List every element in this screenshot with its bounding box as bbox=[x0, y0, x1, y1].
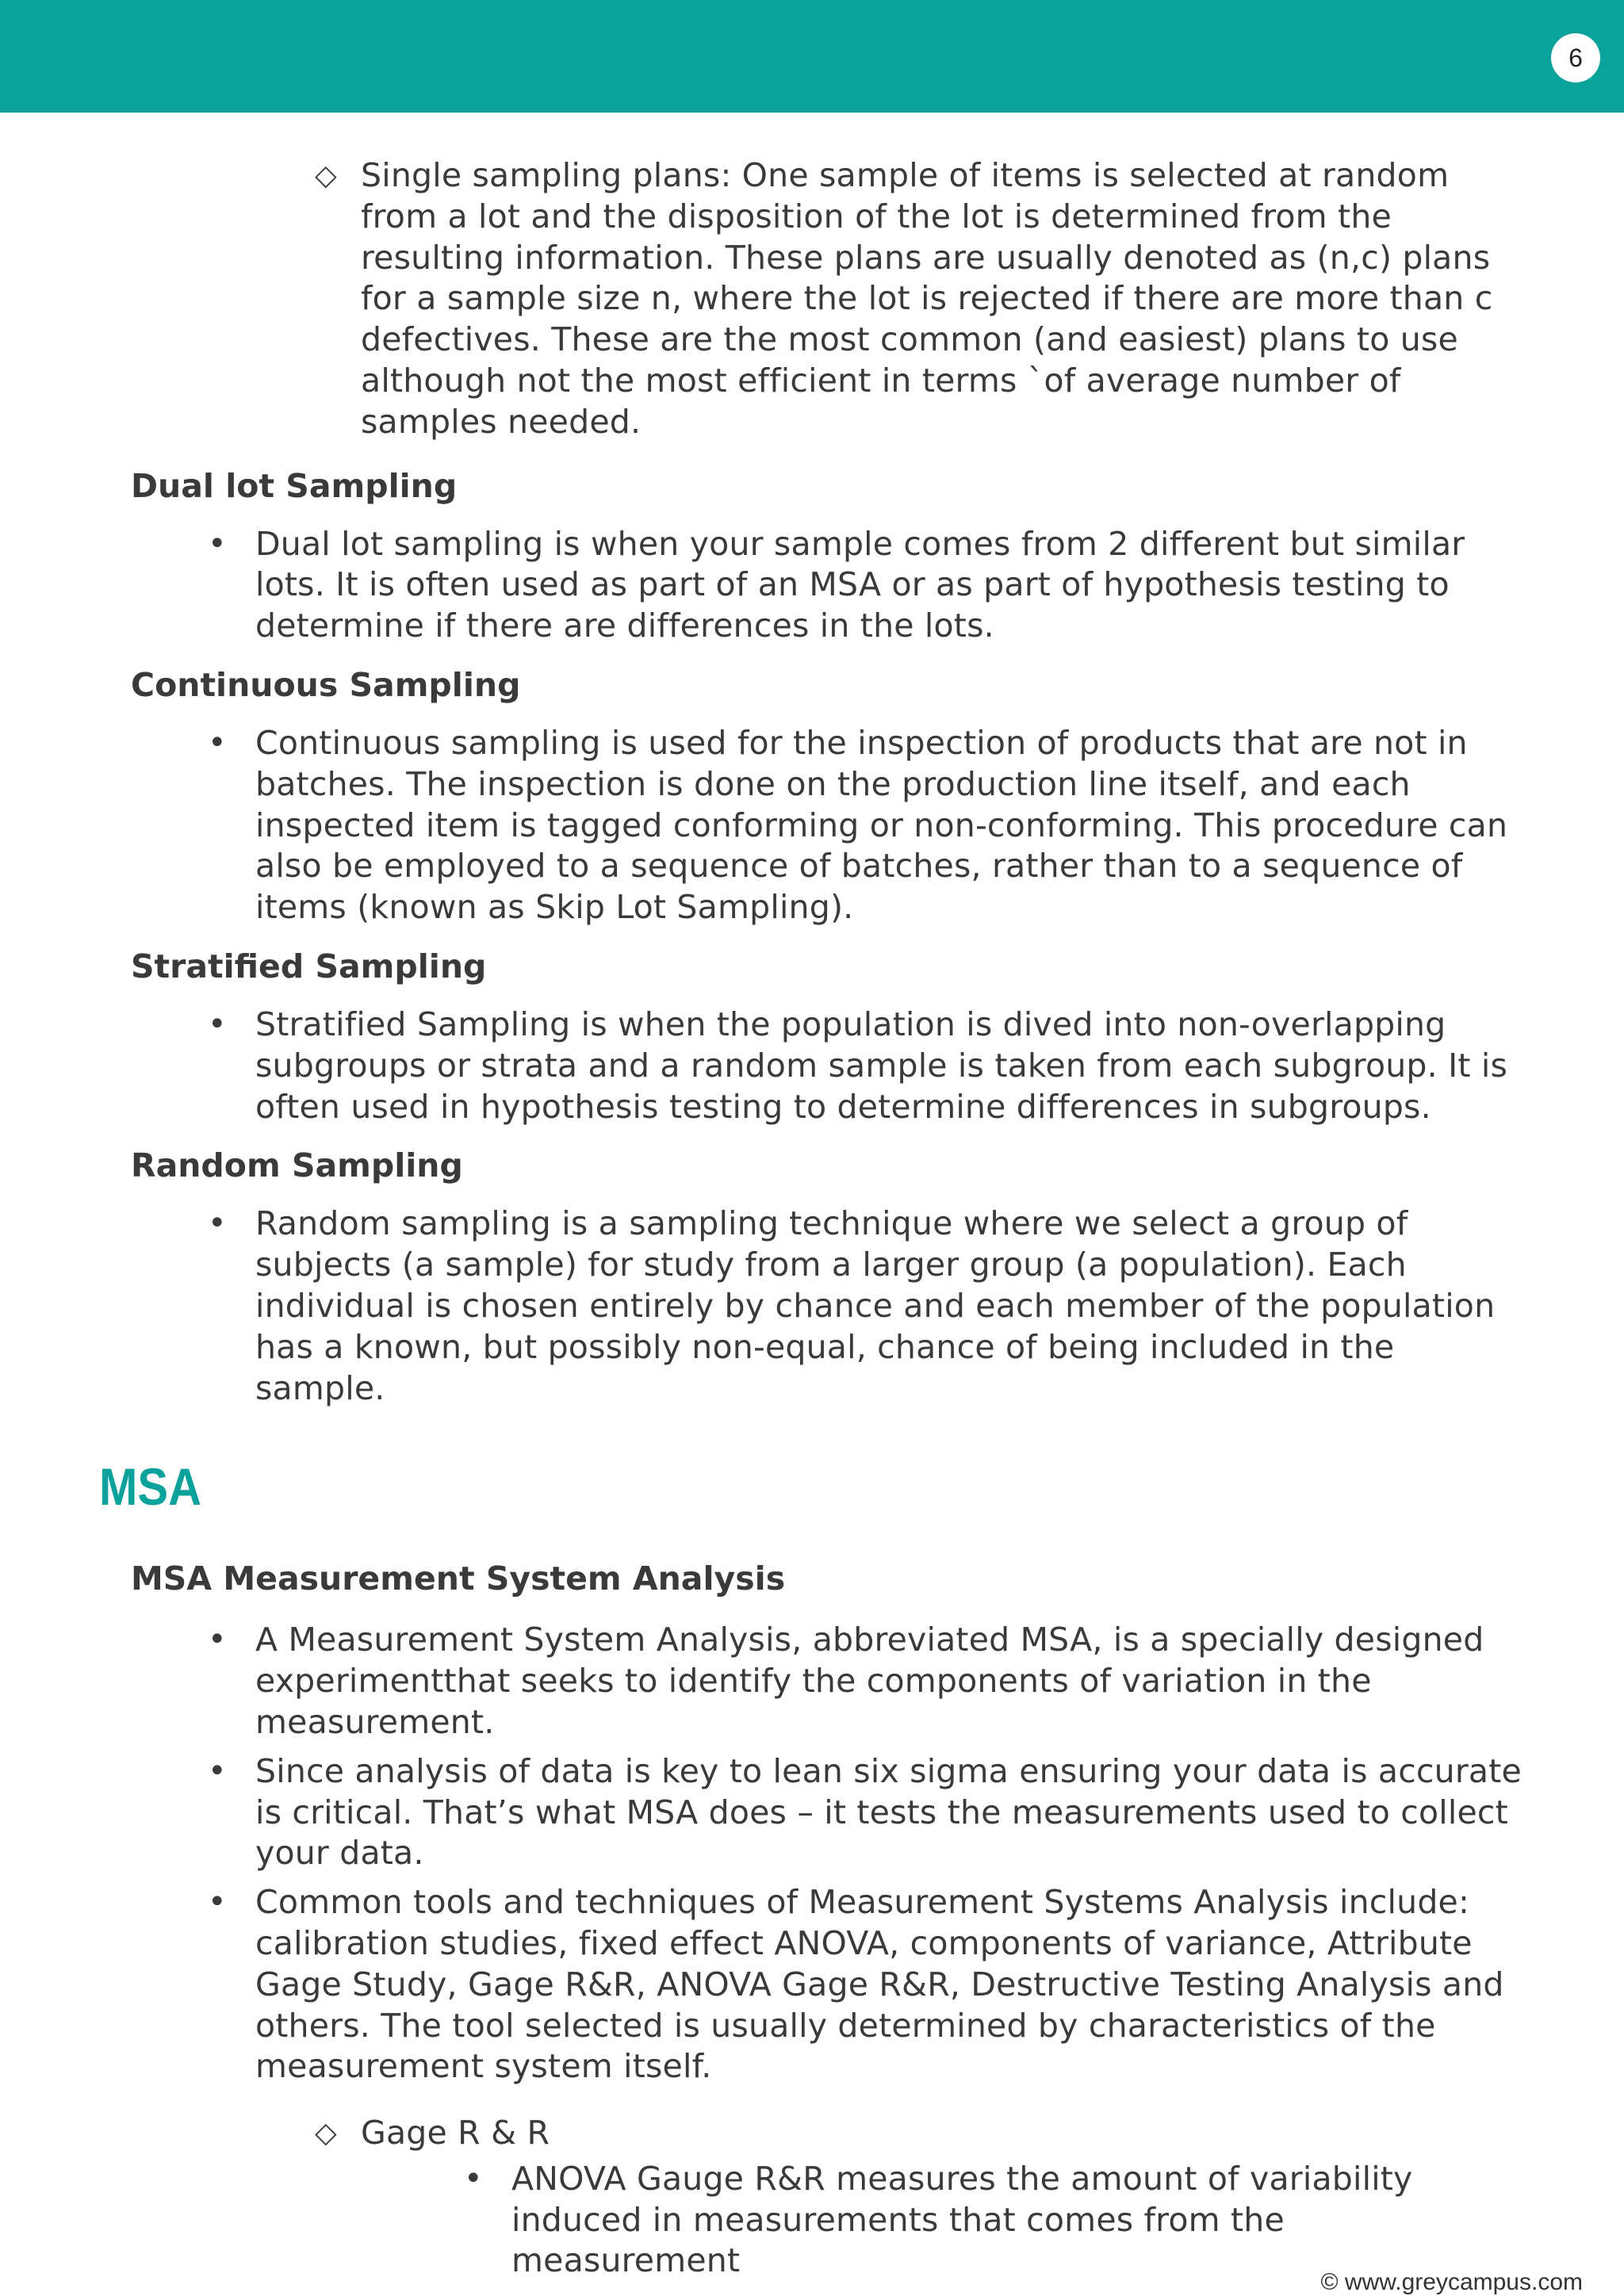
random-item bbox=[208, 1203, 1524, 1409]
msa-item bbox=[208, 1751, 1524, 1874]
footer-copyright: © www.greycampus.com bbox=[1320, 2269, 1583, 2295]
dot-bullet-icon: • bbox=[208, 1884, 227, 1921]
dual-lot-text: Dual lot sampling is when your sample comes from 2 different but similar lots. It is often used as part of an MSA or as part of hypothesis testing to determine if there are differences in the lots. bbox=[255, 524, 1465, 645]
random-heading: Random Sampling bbox=[131, 1146, 463, 1185]
page-number-badge: 6 bbox=[1551, 33, 1600, 82]
msa-subheading: MSA Measurement System Analysis bbox=[131, 1559, 786, 1598]
diamond-bullet-icon: ◇ bbox=[315, 159, 337, 192]
single-sampling-item bbox=[315, 155, 1526, 443]
msa-item bbox=[208, 1882, 1524, 2087]
stratified-heading: Stratified Sampling bbox=[131, 947, 487, 985]
msa-item-text: Common tools and techniques of Measurement Systems Analysis include: calibration studies, fixed effect ANOVA, components of variance, Attribute Gage Study, Gage R&R, ANOVA Gage R&R, Destructive Testing Analysis and others. The tool selected is usually determined by characteristics of the measurement system itself. bbox=[255, 1883, 1504, 2086]
header-band bbox=[0, 0, 1624, 113]
msa-item-text: Since analysis of data is key to lean six sigma ensuring your data is accurate is critical. That’s what MSA does – it tests the measurements used to collect your data. bbox=[255, 1751, 1522, 1873]
gage-rr-label: Gage R & R bbox=[361, 2114, 550, 2152]
diamond-bullet-icon: ◇ bbox=[315, 2117, 337, 2150]
dot-bullet-icon: • bbox=[208, 724, 227, 761]
msa-section-title: MSA bbox=[99, 1457, 202, 1517]
dot-bullet-icon: • bbox=[464, 2160, 483, 2197]
dot-bullet-icon: • bbox=[208, 1621, 227, 1659]
msa-item bbox=[208, 1620, 1524, 1743]
page-content bbox=[0, 155, 1624, 2282]
gage-rr-item bbox=[315, 2113, 1526, 2154]
gage-rr-subitem-text: ANOVA Gauge R&R measures the amount of variability induced in measurements that comes from the measurement bbox=[511, 2159, 1413, 2280]
random-text: Random sampling is a sampling technique where we select a group of subjects (a sample) for study from a larger group (a population). Each individual is chosen entirely by chance and each member of the population has a known, but possibly non-equal, chance of being included in the sample. bbox=[255, 1204, 1496, 1407]
stratified-item bbox=[208, 1004, 1524, 1127]
stratified-text: Stratified Sampling is when the population is dived into non-overlapping subgroups or strata and a random sample is taken from each subgroup. It is often used in hypothesis testing to determine differences in subgroups. bbox=[255, 1004, 1508, 1126]
continuous-heading: Continuous Sampling bbox=[131, 665, 521, 704]
dot-bullet-icon: • bbox=[208, 525, 227, 562]
dot-bullet-icon: • bbox=[208, 1005, 227, 1043]
dual-lot-heading: Dual lot Sampling bbox=[131, 466, 458, 505]
msa-item-text: A Measurement System Analysis, abbreviated MSA, is a specially designed experimentthat seeks to identify the components of variation in the measurement. bbox=[255, 1621, 1484, 1741]
dual-lot-item bbox=[208, 524, 1524, 647]
dot-bullet-icon: • bbox=[208, 1205, 227, 1242]
dot-bullet-icon: • bbox=[208, 1752, 227, 1789]
continuous-item bbox=[208, 723, 1524, 928]
gage-rr-subitem bbox=[464, 2159, 1495, 2282]
continuous-text: Continuous sampling is used for the inspection of products that are not in batches. The inspection is done on the production line itself, and each inspected item is tagged conforming or non-conforming. This procedure can also be employed to a sequence of batches, rather than to a sequence of items (known as Skip Lot Sampling). bbox=[255, 723, 1508, 927]
single-sampling-text: Single sampling plans: One sample of items is selected at random from a lot and the disposition of the lot is determined from the resulting information. These plans are usually denoted as (n,c) plans for a sample size n, where the lot is rejected if there are more than c defectives. These are the most common (and easiest) plans to use although not the most efficient in terms `of average number of samples needed. bbox=[361, 156, 1493, 441]
